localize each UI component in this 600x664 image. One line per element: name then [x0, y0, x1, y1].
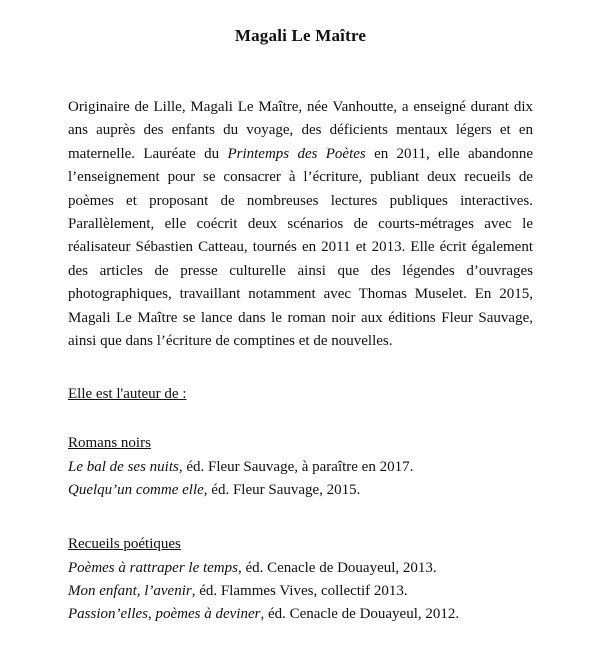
- work-detail: , éd. Cenacle de Douayeul, 2012.: [260, 606, 460, 623]
- work-detail: , éd. Cenacle de Douayeul, 2013.: [237, 560, 437, 577]
- section-heading-romans-noirs: Romans noirs: [68, 435, 151, 452]
- work-title: Quelqu’un comme elle: [68, 482, 204, 499]
- work-title: Le bal de ses nuits: [68, 459, 179, 476]
- bio-italic-work-title: Printemps des Poètes: [227, 145, 366, 162]
- page-title: Magali Le Maître: [234, 26, 367, 45]
- work-title: Poèmes à rattraper le temps: [68, 560, 238, 577]
- work-title: Mon enfant, l’avenir: [68, 583, 192, 600]
- work-item: [68, 557, 533, 580]
- work-item: [68, 603, 533, 626]
- bio-text-after: en 2011, elle abandonne l’enseignement pour se consacrer à l’écriture, publiant deux recueils de poèmes et proposant de nombreuses lectures publiques interactives. Parallèlement, elle coécrit deux scénarios de courts-métrages avec le réalisateur Sébastien Catteau, tournés en 2011 et 2013. Elle écrit également des articles de presse culturelle ainsi que des légendes d’ouvrages photographiques, travaillant notamment avec Thomas Muselet. En 2015, Magali Le Maître se lance dans le roman noir aux éditions Fleur Sauvage, ainsi que dans l’écriture de comptines et de nouvelles.: [68, 145, 533, 350]
- work-title: Passion’elles, poèmes à deviner: [68, 606, 261, 623]
- work-item: [68, 456, 533, 479]
- bio-paragraph: [68, 96, 533, 353]
- works-intro: [68, 383, 533, 406]
- work-item: [68, 479, 533, 502]
- section-recueils-poetiques: [68, 533, 533, 626]
- work-item: [68, 580, 533, 603]
- section-romans-noirs: [68, 432, 533, 502]
- works-intro-label: Elle est l'auteur de :: [68, 386, 187, 403]
- work-detail: , éd. Fleur Sauvage, à paraître en 2017.: [178, 459, 414, 476]
- work-detail: , éd. Fleur Sauvage, 2015.: [203, 482, 361, 499]
- section-heading-recueils-poetiques: Recueils poétiques: [68, 536, 181, 553]
- bio-text-before: Originaire de Lille, Magali Le Maître, née Vanhoutte, a enseigné durant dix ans auprès des enfants du voyage, des déficients mentaux légers et en maternelle. Lauréate du: [68, 99, 533, 162]
- work-detail: , éd. Flammes Vives, collectif 2013.: [191, 583, 408, 600]
